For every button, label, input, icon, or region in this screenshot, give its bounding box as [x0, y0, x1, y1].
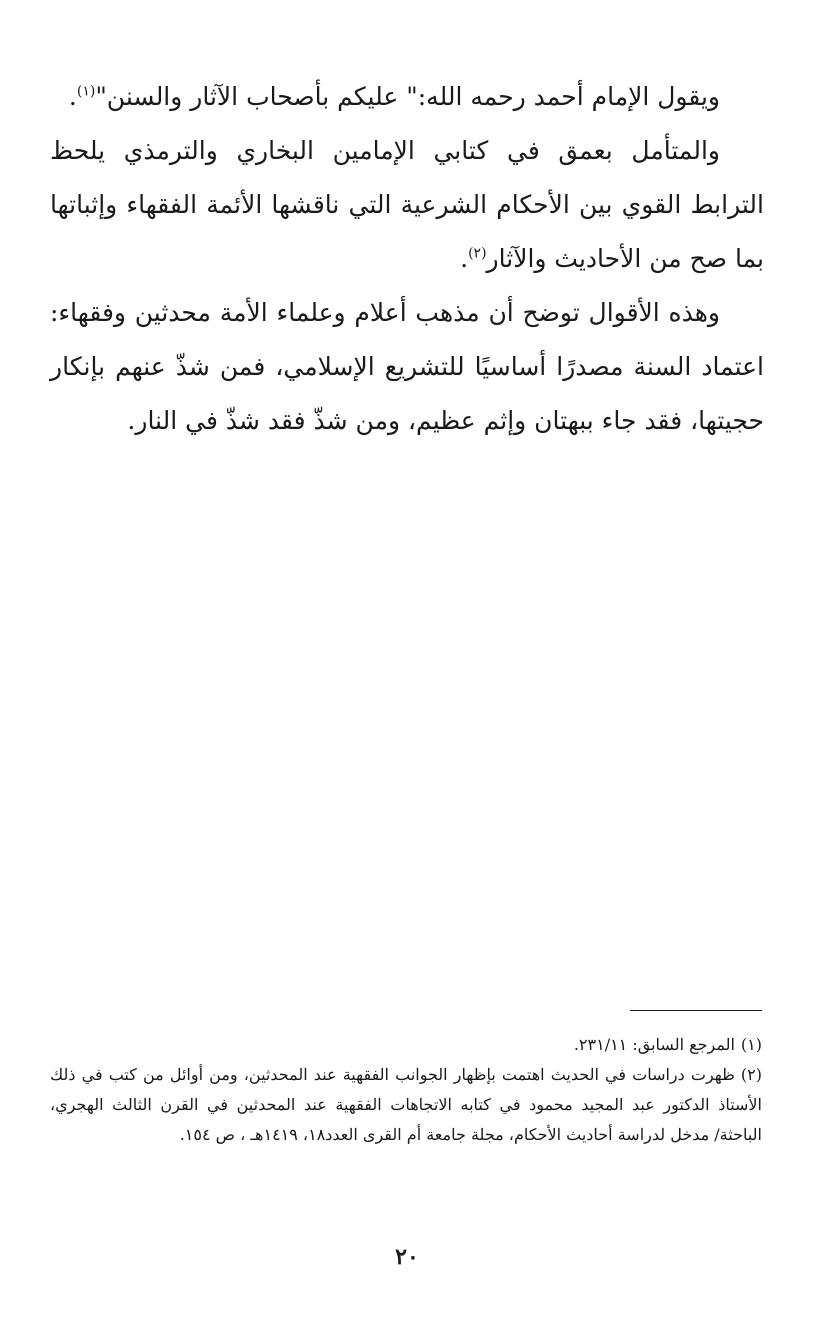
page-number: ٢٠	[395, 1244, 419, 1270]
footnote-1-text: المرجع السابق: ٢٣١/١١.	[573, 1035, 735, 1054]
paragraph-2-end: .	[460, 244, 469, 273]
paragraph-3	[50, 286, 764, 448]
footnote-ref-2[interactable]: (٢)	[468, 245, 487, 262]
footnote-2	[50, 1060, 762, 1150]
paragraph-3-text: وهذه الأقوال توضح أن مذهب أعلام وعلماء الأمة محدثين وفقهاء: اعتماد السنة مصدرًا أساسيًا للتشريع الإسلامي، فمن شذّ عنهم بإنكار حجيتها، فقد جاء ببهتان وإثم عظيم، ومن شذّ فقد شذّ في النار.	[50, 298, 764, 435]
paragraph-1-end: .	[68, 82, 77, 111]
paragraph-1	[50, 70, 764, 124]
paragraph-2	[50, 124, 764, 286]
footnote-2-number: (٢)	[740, 1065, 762, 1084]
main-text	[50, 70, 764, 448]
paragraph-2-text: والمتأمل بعمق في كتابي الإمامين البخاري والترمذي يلحظ الترابط القوي بين الأحكام الشرعية التي ناقشها الأئمة الفقهاء وإثباتها بما صح من الأحاديث والآثار	[50, 136, 764, 273]
footnote-ref-1[interactable]: (١)	[76, 83, 96, 100]
footnote-1-number: (١)	[740, 1035, 762, 1054]
footnote-2-text: ظهرت دراسات في الحديث اهتمت بإظهار الجوانب الفقهية عند المحدثين، ومن أوائل من كتب في ذلك الأستاذ الدكتور عبد المجيد محمود في كتابه الاتجاهات الفقهية عند المحدثين في القرن الثالث الهجري، الباحثة/ مدخل لدراسة أحاديث الأحكام، مجلة جامعة أم القرى العدد١٨، ١٤١٩هـ ، ص ١٥٤.	[50, 1065, 762, 1144]
paragraph-1-text: ويقول الإمام أحمد رحمه الله:" عليكم بأصحاب الآثار والسنن"	[95, 82, 720, 111]
footnotes	[50, 1030, 762, 1150]
footnote-1	[50, 1030, 762, 1060]
footnote-separator	[630, 1010, 762, 1011]
